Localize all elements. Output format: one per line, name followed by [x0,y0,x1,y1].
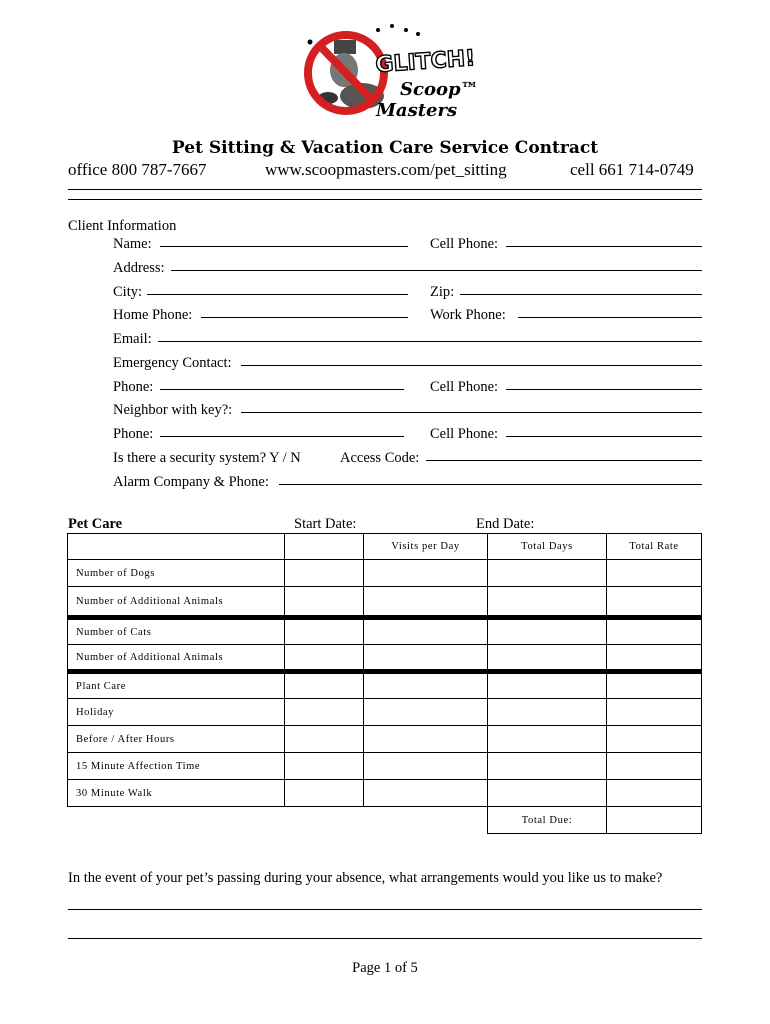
table-row [68,780,702,807]
page-number: Page 1 of 5 [352,960,418,976]
start-date-label: Start Date: [294,516,357,532]
answer-line[interactable] [68,909,702,910]
row-label: Number of Cats [68,618,285,645]
arrangements-question: In the event of your pet’s passing during your absence, what arrangements would you like us to make? [68,870,663,886]
column-header: Total Days [488,534,607,560]
access-code-field[interactable] [426,460,702,461]
home-phone-field[interactable] [201,317,408,318]
table-row [68,587,702,618]
table-cell[interactable] [488,645,607,672]
website-link[interactable]: www.scoopmasters.com/pet_sitting [265,160,507,179]
table-cell[interactable] [488,753,607,780]
divider [68,199,702,200]
answer-line[interactable] [68,938,702,939]
alarm-company-field[interactable] [279,484,702,485]
table-cell[interactable] [364,587,488,618]
table-cell[interactable] [607,560,702,587]
table-row [68,699,702,726]
phone-label-2: Phone: [113,426,154,442]
table-header-row [68,534,702,560]
email-field[interactable] [158,341,702,342]
row-label: Plant Care [68,672,285,699]
table-cell[interactable] [488,699,607,726]
table-cell[interactable] [285,672,364,699]
security-system-label: Is there a security system? Y / N [113,450,301,466]
table-cell [68,807,285,834]
alarm-company-label: Alarm Company & Phone: [113,474,269,490]
access-code-label: Access Code: [340,450,420,466]
column-header: Visits per Day [364,534,488,560]
phone-field-2[interactable] [160,436,404,437]
cell-phone-label-3: Cell Phone: [430,426,499,442]
table-cell[interactable] [364,726,488,753]
emergency-contact-field[interactable] [241,365,702,366]
cell-phone-field-3[interactable] [506,436,702,437]
table-cell[interactable] [607,753,702,780]
table-cell [285,534,364,560]
total-due-field[interactable] [607,807,702,834]
neighbor-label: Neighbor with key?: [113,402,233,418]
table-row [68,753,702,780]
table-cell[interactable] [285,560,364,587]
row-label: Number of Additional Animals [68,587,285,618]
table-cell[interactable] [364,672,488,699]
table-row [68,618,702,645]
total-due-row [68,807,702,834]
row-label: Number of Dogs [68,560,285,587]
neighbor-field[interactable] [241,412,702,413]
cell-phone-label: Cell Phone: [430,236,499,252]
table-cell [68,534,285,560]
table-cell[interactable] [364,699,488,726]
table-row [68,560,702,587]
emergency-contact-label: Emergency Contact: [113,355,232,371]
city-label: City: [113,284,143,300]
table-cell[interactable] [285,618,364,645]
email-label: Email: [113,331,152,347]
table-cell[interactable] [488,726,607,753]
table-cell[interactable] [285,645,364,672]
row-label: 15 Minute Affection Time [68,753,285,780]
table-cell[interactable] [285,726,364,753]
row-label: 30 Minute Walk [68,780,285,807]
table-cell[interactable] [607,726,702,753]
table-cell[interactable] [488,618,607,645]
pet-care-heading: Pet Care [68,516,123,532]
table-cell[interactable] [364,618,488,645]
logo-brand-mid: Scoop™ [400,79,479,100]
phone-field[interactable] [160,389,404,390]
client-info-heading: Client Information [68,218,177,234]
table-cell[interactable] [488,560,607,587]
home-phone-label: Home Phone: [113,307,193,323]
table-cell[interactable] [285,699,364,726]
office-phone: office 800 787-7667 [68,160,207,179]
name-label: Name: [113,236,152,252]
total-due-label: Total Due: [488,807,607,834]
work-phone-label: Work Phone: [430,307,506,323]
table-cell[interactable] [488,587,607,618]
cell-phone-field-2[interactable] [506,389,702,390]
divider [68,189,702,190]
table-cell[interactable] [607,672,702,699]
table-cell[interactable] [607,699,702,726]
logo-brand-bottom: Masters [376,100,458,121]
work-phone-field[interactable] [518,317,702,318]
table-cell[interactable] [607,780,702,807]
name-field[interactable] [160,246,408,247]
row-label: Number of Additional Animals [68,645,285,672]
table-cell[interactable] [285,753,364,780]
table-cell[interactable] [364,753,488,780]
end-date-label: End Date: [476,516,535,532]
phone-label: Phone: [113,379,154,395]
table-cell[interactable] [488,780,607,807]
table-cell[interactable] [607,587,702,618]
cell-phone-label-2: Cell Phone: [430,379,499,395]
table-cell[interactable] [488,672,607,699]
zip-field[interactable] [460,294,702,295]
city-field[interactable] [147,294,408,295]
address-label: Address: [113,260,165,276]
table-row [68,726,702,753]
company-logo [300,18,500,130]
table-cell[interactable] [364,645,488,672]
logo-brand-top: GLITCH! [374,46,477,78]
page-title: Pet Sitting & Vacation Care Service Contract [171,138,599,158]
cell-phone-number: cell 661 714-0749 [570,160,694,179]
row-label: Holiday [68,699,285,726]
table-row [68,672,702,699]
table-row [68,645,702,672]
table-cell [364,807,488,834]
cell-phone-field[interactable] [506,246,702,247]
column-header: Total Rate [607,534,702,560]
table-cell[interactable] [285,780,364,807]
table-cell[interactable] [607,645,702,672]
table-cell[interactable] [364,780,488,807]
pet-care-table [67,533,702,834]
table-cell [285,807,364,834]
row-label: Before / After Hours [68,726,285,753]
zip-label: Zip: [430,284,455,300]
table-cell[interactable] [364,560,488,587]
table-cell[interactable] [607,618,702,645]
table-cell[interactable] [285,587,364,618]
address-field[interactable] [171,270,702,271]
